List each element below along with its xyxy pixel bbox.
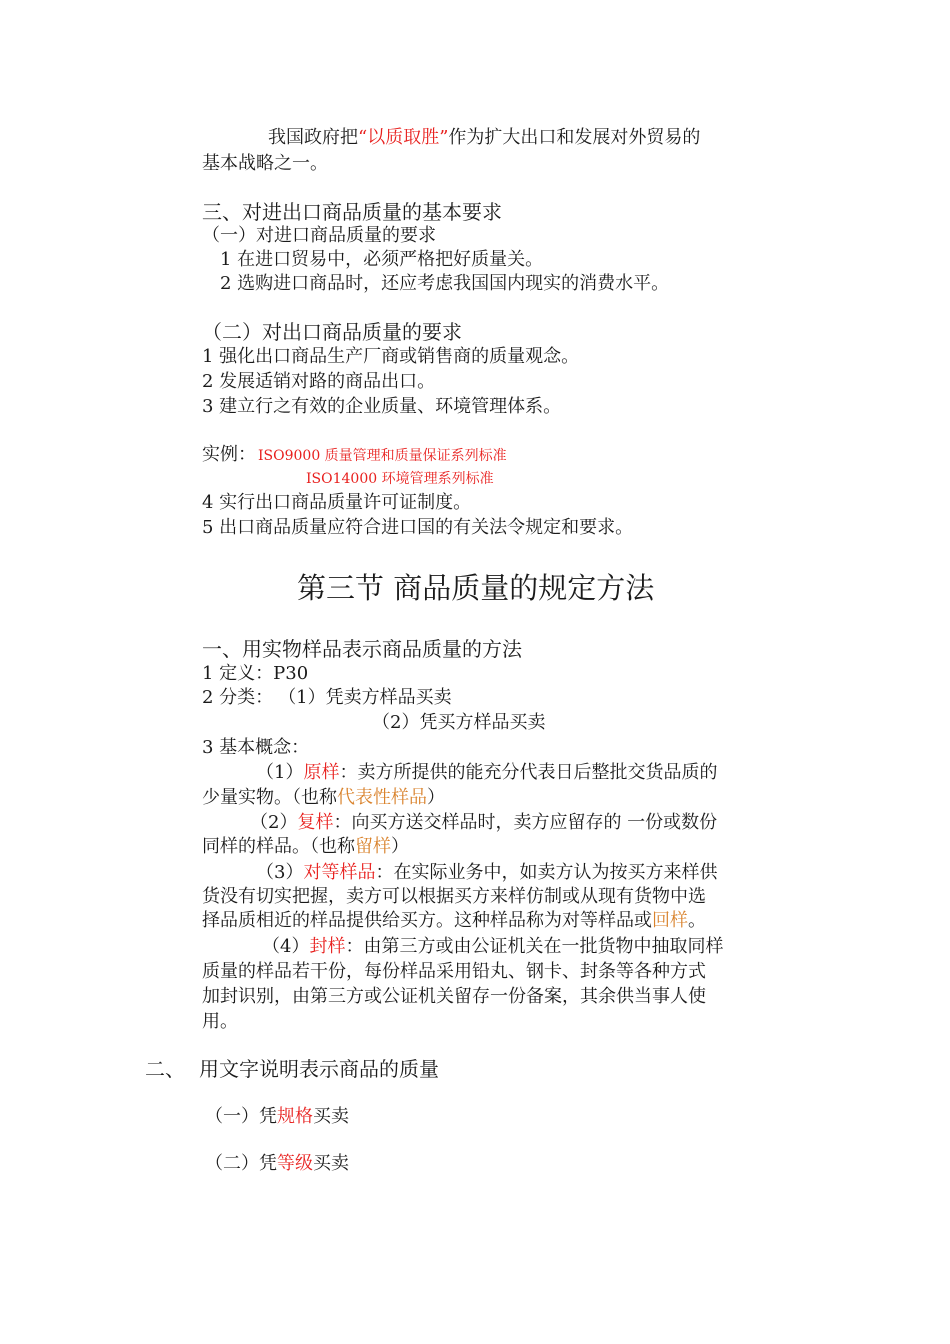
method-1-title: 一、用实物样品表示商品质量的方法 <box>202 637 522 661</box>
method-2-title-row <box>145 1056 439 1082</box>
term-specification: 规格 <box>277 1106 313 1127</box>
method-2-sub-2 <box>205 1152 349 1176</box>
export-item-1: 1 强化出口商品生产厂商或销售商的质量观念。 <box>202 346 580 367</box>
classification-2: （2）凭买方样品买卖 <box>372 712 546 733</box>
concept-4-num: （4） <box>262 936 310 957</box>
term-grade: 等级 <box>277 1153 313 1174</box>
term-counter-sample: 对等样品 <box>303 862 376 883</box>
concept-2-num: （2） <box>250 812 298 833</box>
intro-line-2: 基本战略之一。 <box>202 153 328 174</box>
concept-1-text: ：卖方所提供的能充分代表日后整批交货品质的 <box>339 762 718 783</box>
concept-2-line-1 <box>250 811 717 835</box>
term-original-sample: 原样 <box>303 762 340 783</box>
intro-text-2: 作为扩大出口和发展对外贸易的 <box>448 127 701 148</box>
concept-4-line-3: 加封识别，由第三方或公证机关留存一份备案，其余供当事人使 <box>202 986 706 1007</box>
sub-2-post: 买卖 <box>313 1153 349 1174</box>
sub-1-pre: （一）凭 <box>205 1106 277 1127</box>
export-item-5: 5 出口商品质量应符合进口国的有关法令规定和要求。 <box>202 517 634 538</box>
intro-text: 我国政府把 <box>268 127 358 148</box>
concept-1-line-1 <box>256 761 717 785</box>
concept-3-text: ：在实际业务中，如卖方认为按买方来样供 <box>375 862 718 883</box>
concept-3-text-3: 择品质相近的样品提供给买方。这种样品称为对等样品或 <box>202 910 652 931</box>
concept-4-line-4: 用。 <box>202 1011 238 1032</box>
sub-1-post: 买卖 <box>313 1106 349 1127</box>
term-retained-sample: 留样 <box>355 836 391 857</box>
sub-2-pre: （二）凭 <box>205 1153 277 1174</box>
import-item-2: 2 选购进口商品时，还应考虑我国国内现实的消费水平。 <box>220 273 670 294</box>
concept-2-close: ） <box>391 836 409 857</box>
section-title: 三、对进出口商品质量的基本要求 <box>202 200 502 224</box>
chapter-title: 第三节 商品质量的规定方法 <box>297 571 655 605</box>
concept-2-text-2: 同样的样品。（也称 <box>202 836 355 857</box>
term-duplicate-sample: 复样 <box>297 812 334 833</box>
concept-3-line-3 <box>202 909 706 933</box>
concept-2-line-2 <box>202 835 409 859</box>
term-return-sample: 回样 <box>652 910 688 931</box>
concept-4-text: ：由第三方或由公证机关在一批货物中抽取同样 <box>345 936 724 957</box>
intro-line-1 <box>268 126 700 150</box>
example-iso14000: ISO14000 环境管理系列标准 <box>306 471 494 487</box>
classification-row <box>202 686 452 710</box>
concept-3-num: （3） <box>256 862 304 883</box>
concept-1-text-2: 少量实物。（也称 <box>202 787 337 808</box>
definition-line: 1 定义：P30 <box>202 663 309 684</box>
method-2-title: 用文字说明表示商品的质量 <box>199 1057 439 1081</box>
concept-3-line-2: 货没有切实把握，卖方可以根据买方来样仿制或从现有货物中选 <box>202 886 706 907</box>
concept-1-line-2 <box>202 786 445 810</box>
concept-4-line-2: 质量的样品若干份，每份样品采用铅丸、钢卡、封条等各种方式 <box>202 961 706 982</box>
term-sealed-sample: 封样 <box>309 936 346 957</box>
concept-3-line-1 <box>256 861 717 885</box>
export-item-4: 4 实行出口商品质量许可证制度。 <box>202 492 472 513</box>
concept-title: 3 基本概念： <box>202 737 310 758</box>
export-item-3: 3 建立行之有效的企业质量、环境管理体系。 <box>202 396 562 417</box>
example-iso9000: ISO9000 质量管理和质量保证系列标准 <box>258 448 507 464</box>
intro-slogan: “以质取胜” <box>358 127 449 148</box>
import-item-1: 1 在进口贸易中，必须严格把好质量关。 <box>220 249 544 270</box>
concept-3-close: 。 <box>688 910 706 931</box>
export-item-2: 2 发展适销对路的商品出口。 <box>202 371 436 392</box>
method-2-sub-1 <box>205 1105 349 1129</box>
method-2-num: 二、 <box>145 1057 185 1081</box>
subsection-title-import: （一）对进口商品质量的要求 <box>202 225 436 246</box>
concept-2-text: ：向买方送交样品时，卖方应留存的 一份或数份 <box>333 812 718 833</box>
term-representative-sample: 代表性样品 <box>337 787 427 808</box>
example-row-1 <box>202 443 507 467</box>
classification-label: 2 分类： <box>202 687 274 708</box>
classification-1: （1）凭卖方样品买卖 <box>287 687 452 708</box>
concept-4-line-1 <box>262 935 723 959</box>
example-label: 实例： <box>202 444 256 465</box>
subsection-title-export: （二）对出口商品质量的要求 <box>202 320 462 344</box>
concept-1-close: ） <box>427 787 445 808</box>
concept-1-num: （1） <box>256 762 304 783</box>
